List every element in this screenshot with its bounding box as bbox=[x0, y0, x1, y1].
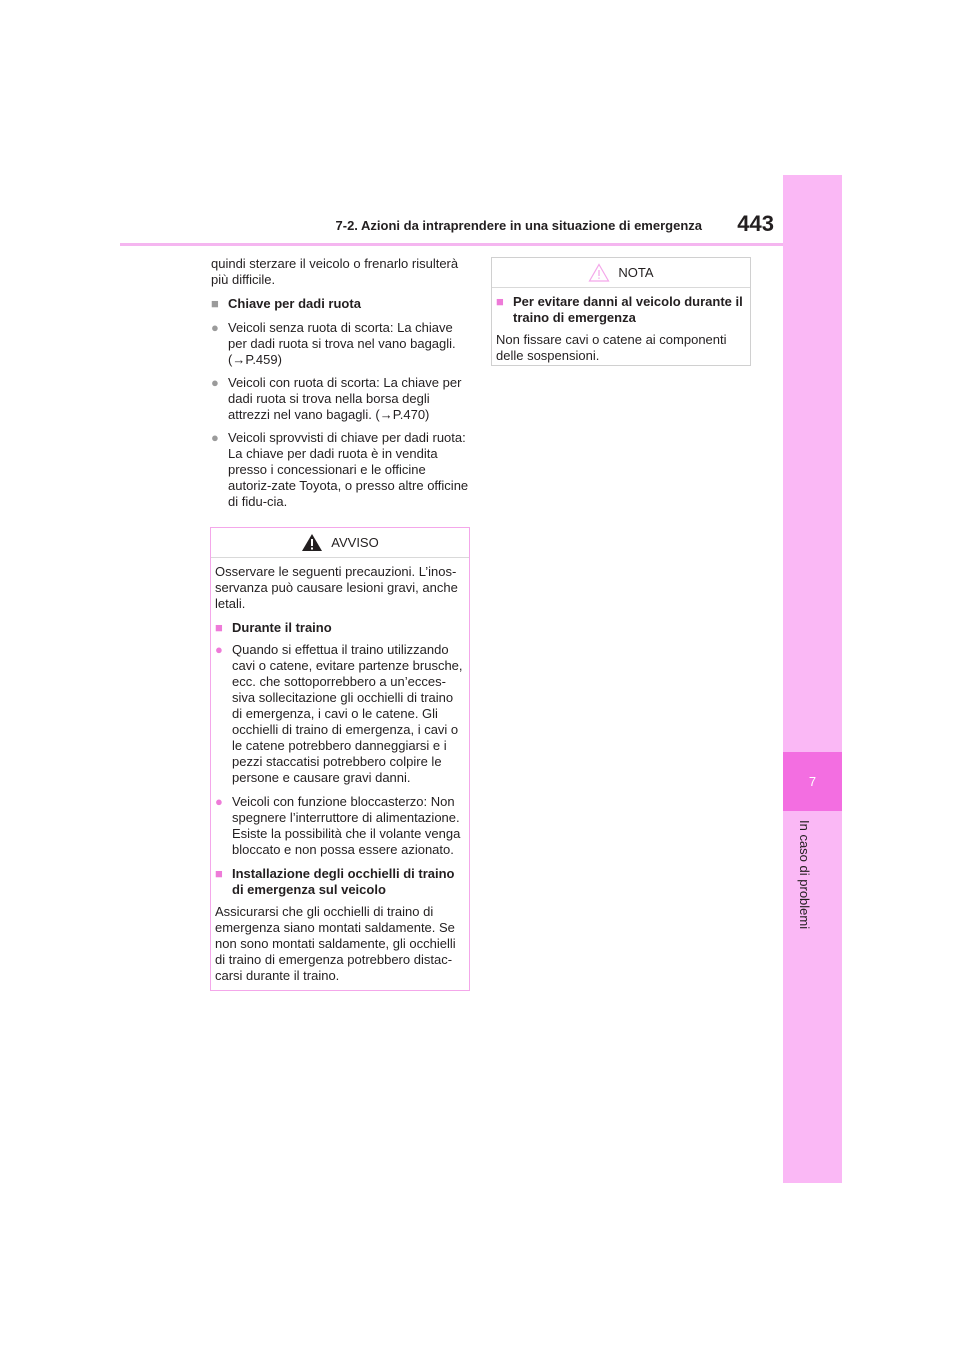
circle-bullet-icon: ● bbox=[211, 320, 219, 335]
chapter-title-vertical: In caso di problemi bbox=[797, 820, 812, 930]
warning-box bbox=[210, 527, 470, 991]
section-title: 7-2. Azioni da intraprendere in una situazione di emergenza bbox=[335, 218, 702, 233]
square-bullet-icon: ■ bbox=[211, 296, 219, 311]
warning-title: AVVISO bbox=[331, 535, 379, 550]
warning-section-text: Assicurarsi che gli occhielli di traino di emergenza siano montati saldamente. Se non sono montati saldamente, gli occhielli di traino di emergenza potrebbero distac-carsi durante il traino. bbox=[215, 904, 456, 983]
list-item: ● Quando si effettua il traino utilizzando cavi o catene, evitare partenze brusche, ecc. che sottoporrebbero a un’ecces-siva sollecitazione gli occhielli di traino di emergenza, i cavi o le catene. Gli occhielli di traino di emergenza, i cavi o le catene potrebbero danneggiarsi e i pezzi staccatisi potrebbero colpire le persone e causare gravi danni. bbox=[215, 642, 463, 785]
list-item: ● Veicoli senza ruota di scorta: La chiave per dadi ruota si trova nel vano bagagli. (→P.459) bbox=[211, 320, 456, 367]
list-item: ● Veicoli con funzione bloccasterzo: Non spegnere l’interruttore di alimentazione. Esiste la possibilità che il volante venga bloccato e non possa essere azionato. bbox=[215, 794, 461, 857]
square-bullet-icon: ■ bbox=[215, 866, 223, 881]
header-rule bbox=[120, 243, 783, 246]
list-item: ● Veicoli con ruota di scorta: La chiave per dadi ruota si trova nella borsa degli attrezzi nel vano bagagli. (→P.470) bbox=[211, 375, 462, 422]
notice-box-header bbox=[492, 258, 750, 288]
warning-box-header bbox=[211, 528, 469, 558]
warning-intro: Osservare le seguenti precauzioni. L’inos-servanza può causare lesioni gravi, anche letali. bbox=[215, 564, 458, 611]
warning-triangle-icon bbox=[301, 533, 323, 552]
wrench-heading: ■ Chiave per dadi ruota bbox=[211, 296, 361, 311]
caution-triangle-icon bbox=[588, 263, 610, 282]
list-item: ● Veicoli sprovvisti di chiave per dadi ruota: La chiave per dadi ruota è in vendita presso i concessionari e le officine autoriz-zate Toyota, o presso altre officine di fidu-cia. bbox=[211, 430, 469, 509]
square-bullet-icon: ■ bbox=[215, 620, 223, 635]
page-number: 443 bbox=[737, 211, 774, 236]
side-tab-band bbox=[783, 175, 842, 1183]
intro-text: quindi sterzare il veicolo o frenarlo risulterà più difficile. bbox=[211, 256, 459, 287]
circle-bullet-icon: ● bbox=[215, 642, 223, 657]
circle-bullet-icon: ● bbox=[211, 430, 219, 445]
circle-bullet-icon: ● bbox=[211, 375, 219, 390]
notice-title: NOTA bbox=[618, 265, 654, 280]
chapter-number-tab[interactable]: 7 bbox=[783, 752, 842, 811]
left-column bbox=[211, 256, 469, 510]
notice-text: Non fissare cavi o catene ai componenti delle sospensioni. bbox=[496, 332, 727, 363]
notice-box bbox=[491, 257, 751, 366]
warning-section-heading: ■ Installazione degli occhielli di traino di emergenza sul veicolo bbox=[215, 866, 455, 897]
notice-heading: ■ Per evitare danni al veicolo durante il traino di emergenza bbox=[496, 294, 743, 325]
square-bullet-icon: ■ bbox=[496, 294, 504, 309]
circle-bullet-icon: ● bbox=[215, 794, 223, 809]
warning-section-heading: ■ Durante il traino bbox=[215, 620, 332, 635]
